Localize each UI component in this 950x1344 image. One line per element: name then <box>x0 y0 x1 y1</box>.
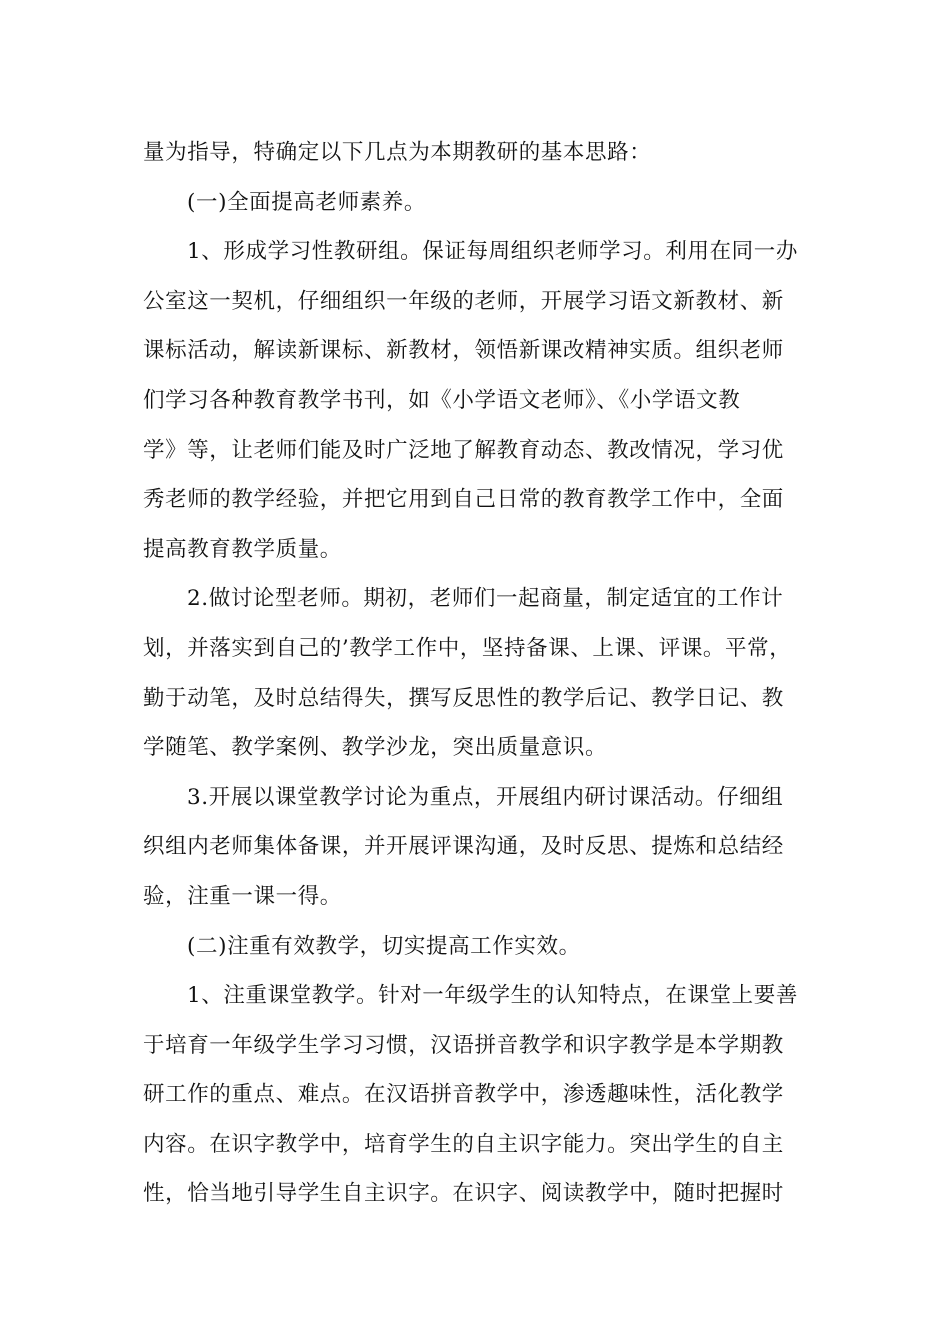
text-line: 于培育一年级学生学习习惯，汉语拼音教学和识字教学是本学期教 <box>143 1032 784 1058</box>
text-line: 性，恰当地引导学生自主识字。在识字、阅读教学中，随时把握时 <box>143 1181 784 1207</box>
text-line: 划，并落实到自己的’教学工作中，坚持备课、上课、评课。平常， <box>143 635 792 661</box>
text-line: 课标活动，解读新课标、新教材，领悟新课改精神实质。组织老师 <box>143 338 784 364</box>
text-line: 勤于动笔，及时总结得失，撰写反思性的教学后记、教学日记、教 <box>143 685 784 711</box>
text-line: 量为指导，特确定以下几点为本期教研的基本思路： <box>143 140 652 165</box>
document-page <box>143 128 808 1219</box>
text-line: 学》等，让老师们能及时广泛地了解教育动态、教改情况，学习优 <box>143 437 784 463</box>
section-heading: (一)全面提高老师素养。 <box>187 189 426 215</box>
text-line: 研工作的重点、难点。在汉语拼音教学中，渗透趣味性，活化教学 <box>143 1082 784 1108</box>
text-line: 公室这一契机，仔细组织一年级的老师，开展学习语文新教材、新 <box>143 288 784 314</box>
text-line: 内容。在识字教学中，培育学生的自主识字能力。突出学生的自主 <box>143 1131 784 1157</box>
text-line: 3.开展以课堂教学讨论为重点，开展组内研讨课活动。仔细组 <box>187 784 784 810</box>
text-line: 提高教育教学质量。 <box>143 536 342 562</box>
text-line: 验，注重一课一得。 <box>143 883 342 909</box>
text-line: 1、注重课堂教学。针对一年级学生的认知特点，在课堂上要善 <box>187 983 798 1009</box>
section-heading: (二)注重有效教学，切实提高工作实效。 <box>187 933 581 959</box>
text-line: 织组内老师集体备课，并开展评课沟通，及时反思、提炼和总结经 <box>143 834 784 860</box>
text-line: 秀老师的教学经验，并把它用到自己日常的教育教学工作中，全面 <box>143 487 784 513</box>
text-line: 1、形成学习性教研组。保证每周组织老师学习。利用在同一办 <box>187 239 798 265</box>
text-line: 2.做讨论型老师。期初，老师们一起商量，制定适宜的工作计 <box>187 586 784 612</box>
text-line: 学随笔、教学案例、教学沙龙，突出质量意识。 <box>143 735 608 761</box>
text-line: 们学习各种教育教学书刊，如《小学语文老师》、《小学语文教 <box>143 387 741 413</box>
